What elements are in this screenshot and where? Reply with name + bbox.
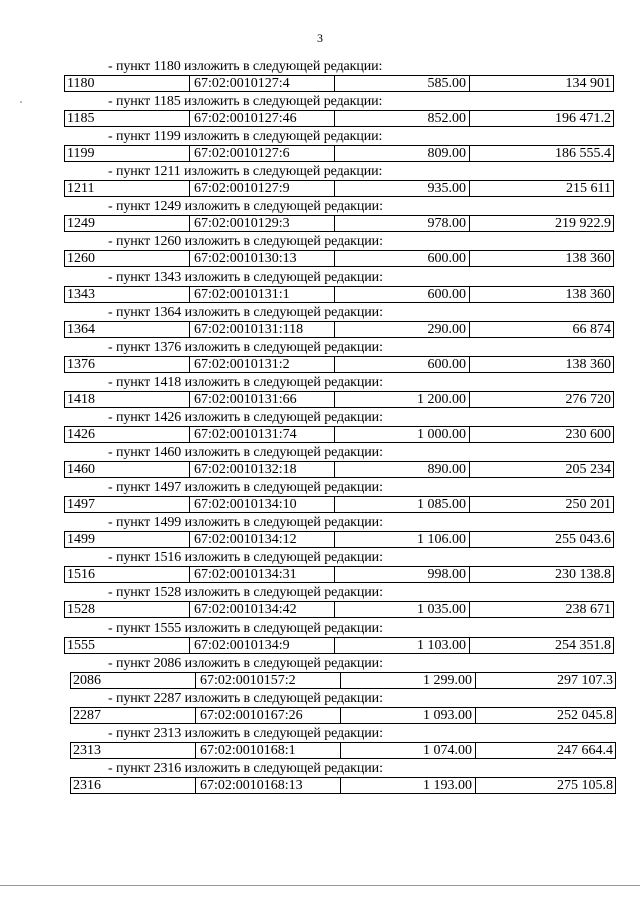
amendment-entry xyxy=(0,305,640,340)
table-row xyxy=(64,391,614,408)
cadastral-cost-cell: 252 045.8 xyxy=(557,707,613,723)
cadastral-cost-cell: 238 671 xyxy=(565,602,611,618)
table-row xyxy=(64,426,614,443)
table-row xyxy=(64,566,614,583)
item-number-cell: 2313 xyxy=(71,743,196,758)
item-number-cell: 1460 xyxy=(65,462,190,477)
amendment-entry xyxy=(0,59,640,94)
amendment-caption: - пункт 2086 изложить в следующей редакции: xyxy=(108,655,383,671)
cadastral-number-cell: 67:02:0010131:74 xyxy=(190,427,335,442)
cadastral-cost-cell: 247 664.4 xyxy=(557,742,613,758)
item-number-cell: 1180 xyxy=(65,76,190,91)
amendment-entry xyxy=(0,410,640,445)
item-number-cell: 1376 xyxy=(65,357,190,372)
item-number-cell: 1418 xyxy=(65,392,190,407)
area-cell: 1 106.00 xyxy=(335,532,470,547)
amendment-entry xyxy=(0,164,640,199)
table-row xyxy=(64,637,614,654)
item-number-cell: 1528 xyxy=(65,602,190,617)
cadastral-number-cell: 67:02:0010131:118 xyxy=(190,322,335,337)
amendment-entry xyxy=(0,445,640,480)
area-cell: 1 299.00 xyxy=(341,673,476,688)
table-row xyxy=(64,286,614,303)
table-row xyxy=(64,75,614,92)
cadastral-cost-cell: 134 901 xyxy=(565,76,611,91)
amendment-caption: - пункт 1516 изложить в следующей редакции: xyxy=(108,550,383,566)
area-cell: 1 035.00 xyxy=(335,602,470,617)
cadastral-cost-cell: 205 234 xyxy=(565,462,611,478)
area-cell: 1 193.00 xyxy=(341,778,476,793)
amendment-caption: - пункт 1211 изложить в следующей редакции: xyxy=(108,164,383,180)
cadastral-cost-cell: 215 611 xyxy=(566,181,611,197)
amendment-caption: - пункт 2287 изложить в следующей редакции: xyxy=(108,690,383,706)
area-cell: 978.00 xyxy=(335,216,470,231)
item-number-cell: 1199 xyxy=(65,146,190,161)
amendment-entry xyxy=(0,515,640,550)
cadastral-number-cell: 67:02:0010132:18 xyxy=(190,462,335,477)
cadastral-cost-cell: 186 555.4 xyxy=(555,146,611,162)
area-cell: 585.00 xyxy=(335,76,470,91)
area-cell: 290.00 xyxy=(335,322,470,337)
area-cell: 1 074.00 xyxy=(341,743,476,758)
cadastral-cost-cell: 250 201 xyxy=(565,497,611,513)
area-cell: 600.00 xyxy=(335,357,470,372)
area-cell: 935.00 xyxy=(335,181,470,196)
amendment-caption: - пункт 1426 изложить в следующей редакции: xyxy=(108,409,383,425)
cadastral-cost-cell: 196 471.2 xyxy=(555,111,611,127)
amendment-entry xyxy=(0,691,640,726)
amendment-caption: - пункт 1528 изложить в следующей редакции: xyxy=(108,585,383,601)
item-number-cell: 2287 xyxy=(71,708,196,723)
amendment-entry xyxy=(0,761,640,796)
amendment-entry xyxy=(0,726,640,761)
cadastral-number-cell: 67:02:0010134:42 xyxy=(190,602,335,617)
table-row xyxy=(64,531,614,548)
table-row xyxy=(64,496,614,513)
amendment-entry xyxy=(0,94,640,129)
table-row xyxy=(64,356,614,373)
amendment-caption: - пункт 1497 изложить в следующей редакции: xyxy=(108,480,383,496)
amendment-entry xyxy=(0,621,640,656)
cadastral-number-cell: 67:02:0010168:13 xyxy=(196,778,341,793)
area-cell: 852.00 xyxy=(335,111,470,126)
amendment-entry xyxy=(0,234,640,269)
page-number: 3 xyxy=(317,31,323,45)
cadastral-cost-cell: 230 600 xyxy=(565,426,611,442)
amendment-entry xyxy=(0,199,640,234)
cadastral-cost-cell: 276 720 xyxy=(565,391,611,407)
cadastral-number-cell: 67:02:0010134:9 xyxy=(190,638,335,653)
table-row xyxy=(70,707,616,724)
area-cell: 809.00 xyxy=(335,146,470,161)
amendment-entry xyxy=(0,656,640,691)
table-row xyxy=(64,321,614,338)
item-number-cell: 1249 xyxy=(65,216,190,231)
area-cell: 1 000.00 xyxy=(335,427,470,442)
table-row xyxy=(64,250,614,267)
area-cell: 890.00 xyxy=(335,462,470,477)
footer-divider xyxy=(0,885,640,886)
amendment-caption: - пункт 2316 изложить в следующей редакции: xyxy=(108,760,383,776)
cadastral-number-cell: 67:02:0010131:1 xyxy=(190,287,335,302)
amendment-entry xyxy=(0,550,640,585)
area-cell: 1 200.00 xyxy=(335,392,470,407)
amendment-caption: - пункт 1249 изложить в следующей редакции: xyxy=(108,199,383,215)
item-number-cell: 1260 xyxy=(65,251,190,266)
amendment-caption: - пункт 1343 изложить в следующей редакции: xyxy=(108,269,383,285)
cadastral-cost-cell: 138 360 xyxy=(565,356,611,372)
cadastral-number-cell: 67:02:0010127:6 xyxy=(190,146,335,161)
amendment-caption: - пункт 1418 изложить в следующей редакции: xyxy=(108,374,383,390)
area-cell: 600.00 xyxy=(335,287,470,302)
cadastral-cost-cell: 297 107.3 xyxy=(557,672,613,688)
table-row xyxy=(64,145,614,162)
cadastral-number-cell: 67:02:0010130:13 xyxy=(190,251,335,266)
amendment-entry xyxy=(0,340,640,375)
cadastral-cost-cell: 275 105.8 xyxy=(557,777,613,793)
amendment-entry xyxy=(0,375,640,410)
item-number-cell: 2086 xyxy=(71,673,196,688)
amendment-caption: - пункт 1460 изложить в следующей редакции: xyxy=(108,445,383,461)
item-number-cell: 1364 xyxy=(65,322,190,337)
cadastral-cost-cell: 138 360 xyxy=(565,286,611,302)
item-number-cell: 1211 xyxy=(65,181,190,196)
amendments-list xyxy=(0,59,640,796)
amendment-caption: - пункт 1260 изложить в следующей редакции: xyxy=(108,234,383,250)
cadastral-number-cell: 67:02:0010167:26 xyxy=(196,708,341,723)
area-cell: 1 093.00 xyxy=(341,708,476,723)
area-cell: 998.00 xyxy=(335,567,470,582)
amendment-caption: - пункт 1499 изложить в следующей редакции: xyxy=(108,515,383,531)
cadastral-number-cell: 67:02:0010131:66 xyxy=(190,392,335,407)
item-number-cell: 1497 xyxy=(65,497,190,512)
item-number-cell: 1343 xyxy=(65,287,190,302)
item-number-cell: 1426 xyxy=(65,427,190,442)
table-row xyxy=(64,215,614,232)
amendment-caption: - пункт 1199 изложить в следующей редакции: xyxy=(108,129,383,145)
table-row xyxy=(64,601,614,618)
cadastral-cost-cell: 66 874 xyxy=(572,321,611,337)
cadastral-number-cell: 67:02:0010129:3 xyxy=(190,216,335,231)
amendment-caption: - пункт 1364 изложить в следующей редакции: xyxy=(108,304,383,320)
table-row xyxy=(64,461,614,478)
amendment-caption: - пункт 1180 изложить в следующей редакции: xyxy=(108,59,383,74)
item-number-cell: 1555 xyxy=(65,638,190,653)
cadastral-cost-cell: 219 922.9 xyxy=(555,216,611,232)
amendment-entry xyxy=(0,585,640,620)
cadastral-number-cell: 67:02:0010127:4 xyxy=(190,76,335,91)
cadastral-number-cell: 67:02:0010131:2 xyxy=(190,357,335,372)
area-cell: 1 085.00 xyxy=(335,497,470,512)
amendment-caption: - пункт 1376 изложить в следующей редакции: xyxy=(108,339,383,355)
item-number-cell: 1516 xyxy=(65,567,190,582)
cadastral-number-cell: 67:02:0010134:31 xyxy=(190,567,335,582)
item-number-cell: 1185 xyxy=(65,111,190,126)
cadastral-number-cell: 67:02:0010134:10 xyxy=(190,497,335,512)
amendment-entry xyxy=(0,129,640,164)
cadastral-number-cell: 67:02:0010127:46 xyxy=(190,111,335,126)
amendment-caption: - пункт 1555 изложить в следующей редакции: xyxy=(108,620,383,636)
item-number-cell: 2316 xyxy=(71,778,196,793)
item-number-cell: 1499 xyxy=(65,532,190,547)
cadastral-number-cell: 67:02:0010157:2 xyxy=(196,673,341,688)
amendment-caption: - пункт 1185 изложить в следующей редакции: xyxy=(108,94,383,110)
amendment-caption: - пункт 2313 изложить в следующей редакции: xyxy=(108,725,383,741)
cadastral-cost-cell: 255 043.6 xyxy=(555,532,611,548)
amendment-entry xyxy=(0,270,640,305)
cadastral-cost-cell: 254 351.8 xyxy=(555,637,611,653)
area-cell: 600.00 xyxy=(335,251,470,266)
table-row xyxy=(70,777,616,794)
table-row xyxy=(64,180,614,197)
amendment-entry xyxy=(0,480,640,515)
cadastral-cost-cell: 138 360 xyxy=(565,251,611,267)
table-row xyxy=(64,110,614,127)
table-row xyxy=(70,672,616,689)
cadastral-number-cell: 67:02:0010127:9 xyxy=(190,181,335,196)
table-row xyxy=(70,742,616,759)
area-cell: 1 103.00 xyxy=(335,638,470,653)
cadastral-number-cell: 67:02:0010168:1 xyxy=(196,743,341,758)
cadastral-number-cell: 67:02:0010134:12 xyxy=(190,532,335,547)
cadastral-cost-cell: 230 138.8 xyxy=(555,567,611,583)
